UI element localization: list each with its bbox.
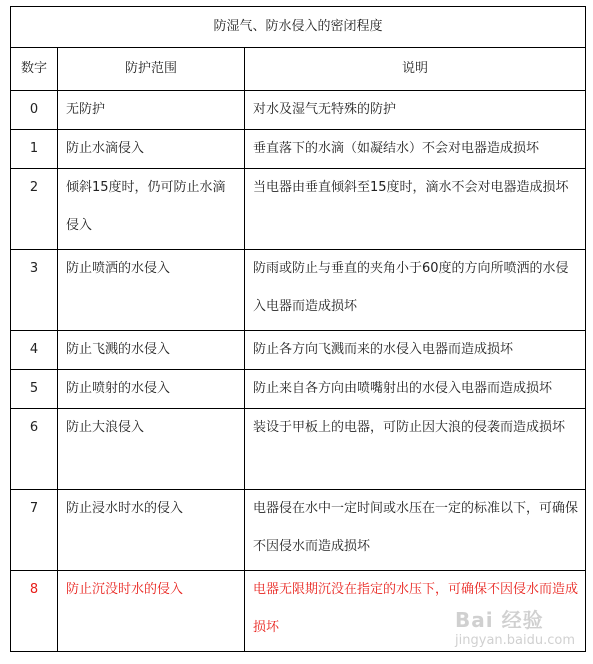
table-row — [11, 370, 586, 409]
row-number: 5 — [11, 370, 58, 409]
row-number: 6 — [11, 409, 58, 490]
row-description: 装设于甲板上的电器，可防止因大浪的侵袭而造成损坏 — [245, 409, 586, 490]
table-row — [11, 91, 586, 130]
row-description: 防雨或防止与垂直的夹角小于60度的方向所喷洒的水侵入电器而造成损坏 — [245, 250, 586, 331]
row-scope: 防止沉没时水的侵入 — [58, 571, 245, 652]
waterproof-table — [10, 6, 586, 652]
row-number: 4 — [11, 331, 58, 370]
row-scope: 防止飞溅的水侵入 — [58, 331, 245, 370]
row-description: 防止各方向飞溅而来的水侵入电器而造成损坏 — [245, 331, 586, 370]
row-description: 防止来自各方向由喷嘴射出的水侵入电器而造成损坏 — [245, 370, 586, 409]
row-description: 电器无限期沉没在指定的水压下，可确保不因侵水而造成损坏 — [245, 571, 586, 652]
row-scope: 防止水滴侵入 — [58, 130, 245, 169]
row-number: 1 — [11, 130, 58, 169]
table-row — [11, 490, 586, 571]
row-number: 3 — [11, 250, 58, 331]
row-description: 电器侵在水中一定时间或水压在一定的标准以下，可确保不因侵水而造成损坏 — [245, 490, 586, 571]
row-scope: 防止喷射的水侵入 — [58, 370, 245, 409]
row-description: 当电器由垂直倾斜至15度时，滴水不会对电器造成损坏 — [245, 169, 586, 250]
table-row — [11, 250, 586, 331]
row-scope: 防止大浪侵入 — [58, 409, 245, 490]
table-row-highlighted — [11, 571, 586, 652]
row-description: 垂直落下的水滴（如凝结水）不会对电器造成损坏 — [245, 130, 586, 169]
table-row — [11, 130, 586, 169]
header-scope: 防护范围 — [58, 48, 245, 91]
table-title: 防湿气、防水侵入的密闭程度 — [11, 7, 586, 48]
table-wrapper — [10, 6, 585, 652]
row-scope: 防止喷洒的水侵入 — [58, 250, 245, 331]
watermark-url: jingyan.baidu.com — [455, 633, 575, 648]
row-scope: 防止浸水时水的侵入 — [58, 490, 245, 571]
header-number: 数字 — [11, 48, 58, 91]
row-number: 0 — [11, 91, 58, 130]
row-description: 对水及湿气无特殊的防护 — [245, 91, 586, 130]
header-description: 说明 — [245, 48, 586, 91]
table-row — [11, 169, 586, 250]
row-scope: 倾斜15度时，仍可防止水滴侵入 — [58, 169, 245, 250]
table-row — [11, 409, 586, 490]
row-number: 2 — [11, 169, 58, 250]
row-number: 7 — [11, 490, 58, 571]
row-number: 8 — [11, 571, 58, 652]
table-row — [11, 331, 586, 370]
row-scope: 无防护 — [58, 91, 245, 130]
watermark-brand: Bai 经验 — [455, 608, 544, 632]
